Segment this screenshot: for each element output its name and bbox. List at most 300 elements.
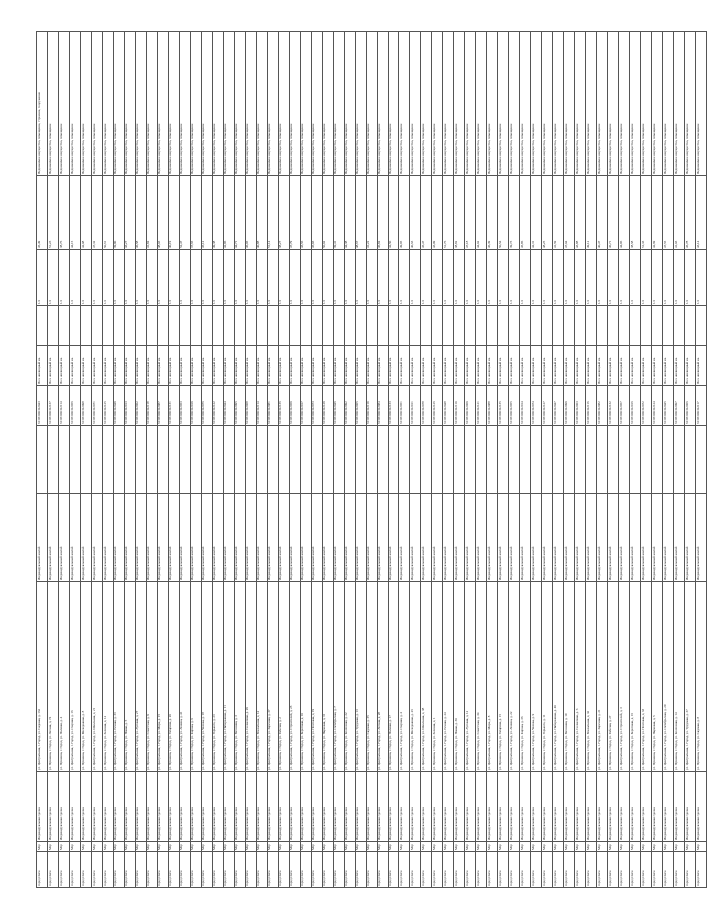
- cell-category: Индивидуальный жилой: [454, 494, 465, 582]
- cell-location: город Омск: [58, 852, 69, 888]
- cell-category: Индивидуальный жилой: [146, 494, 157, 582]
- cell-property: Пол. жилищный кв.: [58, 346, 69, 386]
- cell-share: 1/2: [696, 250, 707, 306]
- cell-note: Недвижимое имущество, помещение: [564, 32, 575, 176]
- cell-empty: [278, 306, 289, 346]
- cell-deal-type: Индивидуальная сделка: [619, 772, 630, 842]
- table-row: [267, 32, 278, 888]
- cell-area: 41,59: [553, 176, 564, 250]
- cell-address: ул. Пушкина, г. Город, ул. Полевая, д. 17: [388, 582, 399, 772]
- cell-category: Индивидуальный жилой: [531, 494, 542, 582]
- cell-subject: Мэр: [663, 842, 674, 852]
- cell-property: Пол. жилищный кв.: [333, 346, 344, 386]
- cell-empty: [47, 306, 58, 346]
- cell-location: город Омск: [333, 852, 344, 888]
- cell-subject: Мэр: [696, 842, 707, 852]
- table-row: [234, 32, 245, 888]
- cell-property: Пол. жилищный кв.: [619, 346, 630, 386]
- cell-subject: Мэр: [80, 842, 91, 852]
- cell-subject: Мэр: [256, 842, 267, 852]
- cell-address: ул. Центральная, г. Город, ул. Мира, д. 15: [157, 582, 168, 772]
- cell-empty: [366, 426, 377, 494]
- cell-share: 1/2: [652, 250, 663, 306]
- cell-cadastral-code: 61:05:000:0:2137: [47, 386, 58, 426]
- cell-note: Недвижимое имущество, помещение: [179, 32, 190, 176]
- cell-empty: [223, 426, 234, 494]
- cell-empty: [135, 306, 146, 346]
- table-row: [47, 32, 58, 888]
- table-body: [37, 32, 707, 888]
- cell-cadastral-code: 61:05:000:0:2068: [245, 386, 256, 426]
- cell-empty: [201, 306, 212, 346]
- cell-location: город Омск: [179, 852, 190, 888]
- cell-empty: [344, 426, 355, 494]
- cell-address: ул. Центральная, г. Город, ул. Озерная, д. 16: [69, 582, 80, 772]
- cell-property: Пол. жилищный кв.: [344, 346, 355, 386]
- cell-address: ул. Пушкина, г. Город, ул. Парковая, д. 5: [652, 582, 663, 772]
- cell-category: Индивидуальный жилой: [432, 494, 443, 582]
- cell-category: Индивидуальный жилой: [245, 494, 256, 582]
- cell-address: ул. Центральная, г. Город, ул. Озерная, д. 4: [399, 582, 410, 772]
- cell-empty: [377, 426, 388, 494]
- cell-area: 41,84: [146, 176, 157, 250]
- cell-address: ул. Центральная, г. Город, ул. Школьная, д. 38: [421, 582, 432, 772]
- cell-subject: Мэр: [311, 842, 322, 852]
- cell-deal-type: Индивидуальная сделка: [663, 772, 674, 842]
- cell-share: 1/2: [355, 250, 366, 306]
- cell-empty: [168, 426, 179, 494]
- cell-share: 1/2: [91, 250, 102, 306]
- cell-share: 1/2: [586, 250, 597, 306]
- cell-property: Пол. жилищный кв.: [245, 346, 256, 386]
- cell-cadastral-code: 61:05:000:0:2087: [157, 386, 168, 426]
- cell-share: 1/2: [201, 250, 212, 306]
- cell-empty: [641, 306, 652, 346]
- cell-category: Индивидуальный жилой: [278, 494, 289, 582]
- cell-property: Пол. жилищный кв.: [37, 346, 48, 386]
- cell-area: 38,58: [630, 176, 641, 250]
- cell-area: 50,54: [498, 176, 509, 250]
- table-row: [124, 32, 135, 888]
- cell-subject: Мэр: [476, 842, 487, 852]
- cell-deal-type: Индивидуальная сделка: [366, 772, 377, 842]
- cell-share: 1/2: [366, 250, 377, 306]
- cell-deal-type: Индивидуальная сделка: [564, 772, 575, 842]
- cell-deal-type: Индивидуальная сделка: [179, 772, 190, 842]
- cell-location: город Омск: [652, 852, 663, 888]
- table-row: [168, 32, 179, 888]
- cell-deal-type: Индивидуальная сделка: [443, 772, 454, 842]
- table-row: [399, 32, 410, 888]
- cell-cadastral-code: 61:05:000:0:2129: [322, 386, 333, 426]
- cell-deal-type: Индивидуальная сделка: [58, 772, 69, 842]
- table-row: [553, 32, 564, 888]
- cell-share: 1/2: [476, 250, 487, 306]
- cell-empty: [597, 426, 608, 494]
- cell-address: ул. Центральная, г. Город, ул. Набережная, д. 11: [223, 582, 234, 772]
- cell-area: 45,86: [520, 176, 531, 250]
- cell-deal-type: Индивидуальная сделка: [641, 772, 652, 842]
- cell-location: город Омск: [498, 852, 509, 888]
- cell-share: 1/2: [300, 250, 311, 306]
- cell-empty: [542, 426, 553, 494]
- cell-empty: [487, 426, 498, 494]
- cell-share: 1/2: [575, 250, 586, 306]
- cell-category: Индивидуальный жилой: [234, 494, 245, 582]
- cell-empty: [80, 306, 91, 346]
- cell-share: 1/2: [267, 250, 278, 306]
- cell-cadastral-code: 61:05:000:0:2048: [443, 386, 454, 426]
- cell-empty: [619, 306, 630, 346]
- cell-deal-type: Индивидуальная сделка: [421, 772, 432, 842]
- table-row: [487, 32, 498, 888]
- table-row: [685, 32, 696, 888]
- cell-address: ул. Пушкина, г. Город, ул. Рабочая, д. 2: [278, 582, 289, 772]
- cell-empty: [69, 426, 80, 494]
- cell-share: 1/2: [289, 250, 300, 306]
- cell-address: ул. Центральная, г. Город, ул. Строителей, д. 3: [619, 582, 630, 772]
- cell-property: Пол. жилищный кв.: [190, 346, 201, 386]
- cell-note: Недвижимое имущество, помещение: [223, 32, 234, 176]
- cell-subject: Мэр: [509, 842, 520, 852]
- cell-category: Индивидуальный жилой: [498, 494, 509, 582]
- cell-deal-type: Индивидуальная сделка: [91, 772, 102, 842]
- cell-property: Пол. жилищный кв.: [586, 346, 597, 386]
- cell-category: Индивидуальный жилой: [410, 494, 421, 582]
- cell-note: Недвижимое имущество, помещение: [102, 32, 113, 176]
- cell-empty: [564, 306, 575, 346]
- cell-area: 46,39: [487, 176, 498, 250]
- cell-property: Пол. жилищный кв.: [278, 346, 289, 386]
- cell-empty: [531, 306, 542, 346]
- cell-note: Недвижимое имущество, помещение: [498, 32, 509, 176]
- table-row: [696, 32, 707, 888]
- cell-empty: [586, 306, 597, 346]
- cell-share: 1/2: [388, 250, 399, 306]
- cell-area: 46,71: [608, 176, 619, 250]
- cell-subject: Мэр: [608, 842, 619, 852]
- cell-empty: [124, 306, 135, 346]
- cell-location: город Омск: [124, 852, 135, 888]
- cell-category: Индивидуальный жилой: [333, 494, 344, 582]
- cell-property: Пол. жилищный кв.: [652, 346, 663, 386]
- cell-empty: [256, 306, 267, 346]
- cell-area: 41,22: [366, 176, 377, 250]
- cell-area: 50,02: [322, 176, 333, 250]
- cell-empty: [267, 426, 278, 494]
- table-row: [597, 32, 608, 888]
- cell-property: Пол. жилищный кв.: [575, 346, 586, 386]
- cell-note: Недвижимое имущество, помещение: [608, 32, 619, 176]
- cell-share: 1/2: [630, 250, 641, 306]
- cell-note: Недвижимое имущество, помещение: [212, 32, 223, 176]
- cell-category: Индивидуальный жилой: [256, 494, 267, 582]
- cell-empty: [311, 426, 322, 494]
- cell-area: 47,79: [289, 176, 300, 250]
- cell-deal-type: Индивидуальная сделка: [399, 772, 410, 842]
- cell-subject: Мэр: [322, 842, 333, 852]
- cell-empty: [58, 306, 69, 346]
- cell-area: 49,12: [586, 176, 597, 250]
- cell-cadastral-code: 61:05:000:0:2071: [91, 386, 102, 426]
- cell-cadastral-code: 61:05:000:0:2062: [135, 386, 146, 426]
- cell-cadastral-code: 61:05:000:0:2132: [608, 386, 619, 426]
- cell-area: 39,41: [333, 176, 344, 250]
- cell-share: 1/2: [421, 250, 432, 306]
- cell-subject: Мэр: [454, 842, 465, 852]
- cell-cadastral-code: 61:05:000:0:2106: [630, 386, 641, 426]
- cell-location: город Омск: [531, 852, 542, 888]
- cell-deal-type: Индивидуальная сделка: [542, 772, 553, 842]
- cell-deal-type: Индивидуальная сделка: [146, 772, 157, 842]
- cell-deal-type: Индивидуальная сделка: [245, 772, 256, 842]
- table-row: [311, 32, 322, 888]
- cell-area: 42,31: [531, 176, 542, 250]
- cell-location: город Омск: [575, 852, 586, 888]
- cell-area: 42,50: [388, 176, 399, 250]
- cell-address: ул. Центральная, г. Город, ул. Строителей, д. 25: [289, 582, 300, 772]
- cell-deal-type: Индивидуальная сделка: [157, 772, 168, 842]
- cell-area: 45,78: [685, 176, 696, 250]
- cell-area: 37,65: [190, 176, 201, 250]
- cell-location: город Омск: [641, 852, 652, 888]
- cell-note: Недвижимое имущество, помещение: [597, 32, 608, 176]
- cell-subject: Мэр: [465, 842, 476, 852]
- cell-subject: Мэр: [630, 842, 641, 852]
- cell-subject: Мэр: [267, 842, 278, 852]
- cell-deal-type: Индивидуальная сделка: [344, 772, 355, 842]
- cell-property: Пол. жилищный кв.: [179, 346, 190, 386]
- cell-location: город Омск: [454, 852, 465, 888]
- cell-subject: Мэр: [498, 842, 509, 852]
- cell-empty: [157, 426, 168, 494]
- cell-category: Индивидуальный жилой: [674, 494, 685, 582]
- cell-share: 1/2: [157, 250, 168, 306]
- cell-empty: [344, 306, 355, 346]
- cell-location: город Омск: [355, 852, 366, 888]
- cell-location: город Омск: [102, 852, 113, 888]
- cell-note: Недвижимое имущество, помещение: [58, 32, 69, 176]
- cell-empty: [619, 426, 630, 494]
- cell-note: Недвижимое имущество, помещение: [91, 32, 102, 176]
- cell-cadastral-code: 61:05:000:0:2135: [498, 386, 509, 426]
- cell-category: Индивидуальный жилой: [201, 494, 212, 582]
- cell-address: ул. Центральная, г. Город, ул. Ленина, д. 41: [179, 582, 190, 772]
- cell-share: 1/2: [608, 250, 619, 306]
- cell-empty: [190, 306, 201, 346]
- table-row: [421, 32, 432, 888]
- cell-empty: [366, 306, 377, 346]
- cell-empty: [509, 426, 520, 494]
- cell-area: 51,23: [47, 176, 58, 250]
- cell-empty: [696, 426, 707, 494]
- cell-property: Пол. жилищный кв.: [289, 346, 300, 386]
- cell-area: 43,56: [300, 176, 311, 250]
- cell-subject: Мэр: [652, 842, 663, 852]
- cell-note: Недвижимое имущество, помещение: [652, 32, 663, 176]
- cell-location: город Омск: [432, 852, 443, 888]
- cell-location: город Омск: [37, 852, 48, 888]
- cell-address: ул. Пушкина, г. Город, ул. Парковая, д. 31: [322, 582, 333, 772]
- cell-property: Пол. жилищный кв.: [410, 346, 421, 386]
- cell-area: 51,33: [641, 176, 652, 250]
- cell-cadastral-code: 61:05:000:0:2044: [223, 386, 234, 426]
- cell-share: 1/2: [245, 250, 256, 306]
- cell-location: город Омск: [311, 852, 322, 888]
- cell-location: город Омск: [300, 852, 311, 888]
- cell-deal-type: Индивидуальная сделка: [509, 772, 520, 842]
- cell-area: 51,14: [267, 176, 278, 250]
- cell-cadastral-code: 61:05:000:0:2114: [58, 386, 69, 426]
- cell-share: 1/2: [69, 250, 80, 306]
- cell-empty: [421, 306, 432, 346]
- cell-area: 40,63: [410, 176, 421, 250]
- cell-property: Пол. жилищный кв.: [454, 346, 465, 386]
- cell-property: Пол. жилищный кв.: [256, 346, 267, 386]
- cell-share: 1/2: [223, 250, 234, 306]
- cell-cadastral-code: 61:05:000:0:2126: [432, 386, 443, 426]
- cell-property: Пол. жилищный кв.: [597, 346, 608, 386]
- cell-subject: Мэр: [355, 842, 366, 852]
- cell-note: Недвижимое имущество, помещение: [388, 32, 399, 176]
- cell-area: 40,19: [168, 176, 179, 250]
- cell-category: Индивидуальный жилой: [37, 494, 48, 582]
- cell-deal-type: Индивидуальная сделка: [465, 772, 476, 842]
- cell-address: ул. Пушкина, г. Город, ул. Колхозная, д. 22: [344, 582, 355, 772]
- cell-deal-type: Индивидуальная сделка: [432, 772, 443, 842]
- cell-area: 50,61: [102, 176, 113, 250]
- cell-note: Недвижимое имущество, помещение: [619, 32, 630, 176]
- cell-area: 45,12: [201, 176, 212, 250]
- table-row: [641, 32, 652, 888]
- cell-empty: [509, 306, 520, 346]
- cell-deal-type: Индивидуальная сделка: [80, 772, 91, 842]
- cell-cadastral-code: 61:05:000:0:2098: [80, 386, 91, 426]
- cell-deal-type: Индивидуальная сделка: [311, 772, 322, 842]
- cell-address: ул. Пушкина, г. Город, ул. Новая, д. 30: [454, 582, 465, 772]
- cell-share: 1/2: [322, 250, 333, 306]
- cell-subject: Мэр: [333, 842, 344, 852]
- cell-empty: [80, 426, 91, 494]
- cell-category: Индивидуальный жилой: [696, 494, 707, 582]
- cell-address: ул. Пушкина, г. Город, ул. Колхозная, д. 14: [674, 582, 685, 772]
- cell-note: Недвижимое имущество, помещение: [168, 32, 179, 176]
- cell-cadastral-code: 61:05:000:0:2051: [399, 386, 410, 426]
- cell-note: Недвижимое имущество, помещение: [289, 32, 300, 176]
- cell-empty: [454, 306, 465, 346]
- cell-address: ул. Пушкина, г. Город, ул. Зеленая, д. 12: [102, 582, 113, 772]
- table-row: [509, 32, 520, 888]
- cell-location: город Омск: [289, 852, 300, 888]
- cell-empty: [674, 306, 685, 346]
- table-row: [322, 32, 333, 888]
- cell-subject: Мэр: [289, 842, 300, 852]
- cell-address: ул. Центральная, г. Город, ул. Почтовая, д. 33: [641, 582, 652, 772]
- cell-subject: Мэр: [58, 842, 69, 852]
- cell-note: Недвижимое имущество, помещение: [47, 32, 58, 176]
- cell-category: Индивидуальный жилой: [388, 494, 399, 582]
- cell-empty: [179, 306, 190, 346]
- cell-share: 1/2: [641, 250, 652, 306]
- cell-deal-type: Индивидуальная сделка: [135, 772, 146, 842]
- cell-cadastral-code: 61:05:000:0:2046: [333, 386, 344, 426]
- cell-empty: [311, 306, 322, 346]
- cell-property: Пол. жилищный кв.: [564, 346, 575, 386]
- cell-share: 1/2: [102, 250, 113, 306]
- cell-empty: [432, 426, 443, 494]
- cell-subject: Мэр: [421, 842, 432, 852]
- cell-address: ул. Пушкина, г. Город, ул. Зеленая, д. 1: [432, 582, 443, 772]
- cell-cadastral-code: 61:05:000:0:2109: [190, 386, 201, 426]
- cell-location: город Омск: [69, 852, 80, 888]
- cell-empty: [278, 426, 289, 494]
- cell-empty: [91, 426, 102, 494]
- cell-category: Индивидуальный жилой: [179, 494, 190, 582]
- cell-deal-type: Индивидуальная сделка: [322, 772, 333, 842]
- cell-deal-type: Индивидуальная сделка: [212, 772, 223, 842]
- cell-property: Пол. жилищный кв.: [608, 346, 619, 386]
- cell-area: 45,49: [37, 176, 48, 250]
- cell-cadastral-code: 61:05:000:0:2081: [267, 386, 278, 426]
- cell-cadastral-code: 61:05:000:0:2053: [179, 386, 190, 426]
- cell-cadastral-code: 61:05:000:0:2047: [553, 386, 564, 426]
- cell-cadastral-code: 61:05:000:0:2084: [377, 386, 388, 426]
- cell-empty: [355, 426, 366, 494]
- cell-empty: [322, 306, 333, 346]
- cell-location: город Омск: [696, 852, 707, 888]
- cell-location: город Омск: [234, 852, 245, 888]
- cell-area: 43,27: [124, 176, 135, 250]
- cell-property: Пол. жилищный кв.: [300, 346, 311, 386]
- table-row: [377, 32, 388, 888]
- cell-location: город Омск: [212, 852, 223, 888]
- cell-category: Индивидуальный жилой: [575, 494, 586, 582]
- cell-property: Пол. жилищный кв.: [685, 346, 696, 386]
- cell-note: Недвижимое имущество, помещение: [322, 32, 333, 176]
- cell-subject: Мэр: [37, 842, 48, 852]
- cell-note: Недвижимое имущество, помещение: [663, 32, 674, 176]
- cell-cadastral-code: 61:05:000:0:2104: [520, 386, 531, 426]
- cell-empty: [597, 306, 608, 346]
- cell-deal-type: Индивидуальная сделка: [69, 772, 80, 842]
- cell-note: Недвижимое имущество, помещение: [80, 32, 91, 176]
- cell-category: Индивидуальный жилой: [344, 494, 355, 582]
- cell-location: город Омск: [366, 852, 377, 888]
- cell-area: 38,82: [454, 176, 465, 250]
- cell-location: город Омск: [553, 852, 564, 888]
- cell-cadastral-code: 61:05:000:0:2056: [69, 386, 80, 426]
- cell-area: 40,88: [256, 176, 267, 250]
- cell-area: 46,05: [245, 176, 256, 250]
- table-row: [58, 32, 69, 888]
- cell-address: ул. Пушкина, г. Город, ул. Лесная, д. 74: [47, 582, 58, 772]
- cell-note: Недвижимое имущество, помещение: [542, 32, 553, 176]
- cell-property: Пол. жилищный кв.: [91, 346, 102, 386]
- cell-subject: Мэр: [399, 842, 410, 852]
- table-row: [344, 32, 355, 888]
- cell-area: 43,09: [432, 176, 443, 250]
- cell-area: 45,47: [421, 176, 432, 250]
- cell-share: 1/2: [212, 250, 223, 306]
- cell-category: Индивидуальный жилой: [421, 494, 432, 582]
- cell-category: Индивидуальный жилой: [465, 494, 476, 582]
- cell-share: 1/2: [663, 250, 674, 306]
- cell-share: 1/2: [234, 250, 245, 306]
- cell-cadastral-code: 61:05:000:0:2069: [465, 386, 476, 426]
- cell-note: Недвижимое имущество, помещение: [410, 32, 421, 176]
- cell-address: ул. Пушкина, г. Город, ул. Молодежная, д. 26: [410, 582, 421, 772]
- table-row: [630, 32, 641, 888]
